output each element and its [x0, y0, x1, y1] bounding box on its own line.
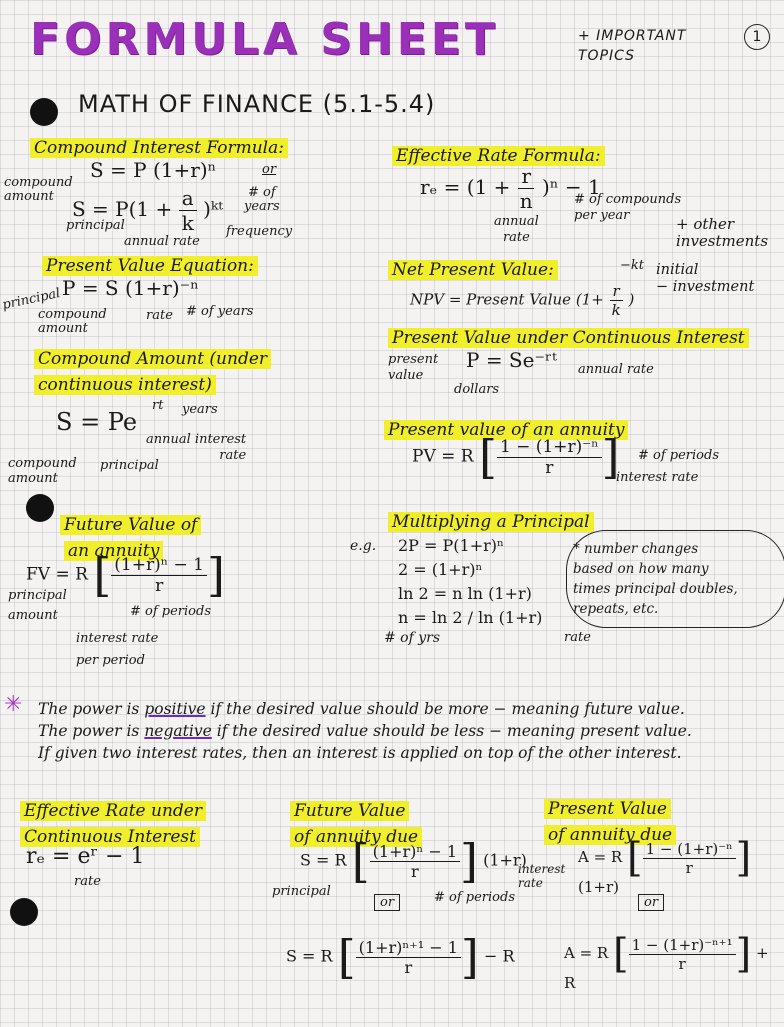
continuous-compound-heading: Compound Amount (under continuous interest) — [34, 346, 271, 398]
binder-hole-icon — [26, 494, 54, 522]
fv-due-formula: S = R [ $\frac{\text{(1+r)ⁿ − 1}}{r}$ ] (1+r) — [300, 834, 527, 888]
continuous-exponent: rt — [152, 398, 164, 413]
page-subtitle: MATH OF FINANCE (5.1-5.4) — [78, 90, 436, 118]
eg-label: e.g. — [350, 538, 377, 554]
fv-annuity-rate-label: interest rate per period — [76, 631, 159, 668]
pv-principal-label: principal — [1, 286, 62, 313]
pv-continuous-formula: P = Se⁻ʳᵗ — [466, 348, 557, 372]
multiply-rate-label: rate — [564, 630, 591, 645]
npv-formula: NPV = Present Value (1+ $\frac{r}{k}$ ) — [410, 282, 635, 319]
pv-annuity-periods-label: # of periods — [638, 448, 720, 463]
effective-rate-formula: rₑ = (1 + $\frac{r}{n}$ )ⁿ − 1 — [420, 164, 601, 213]
compounds-per-year-label: # of compounds per year — [574, 192, 682, 223]
note-positive: The power is positive if the desired value should be more − meaning future value. — [38, 700, 685, 718]
continuous-principal-label: principal — [100, 458, 159, 473]
binder-hole-icon — [10, 898, 38, 926]
note-negative: The power is negative if the desired value should be less − meaning present value. — [38, 722, 692, 740]
compound-amount-label: compound amount — [4, 175, 73, 204]
fv-due-principal-label: principal — [272, 884, 331, 899]
continuous-years-label: years — [182, 402, 218, 417]
fv-due-alt-formula: S = R [ $\frac{\text{(1+r)ⁿ⁺¹ − 1}}{r}$ ] − R — [286, 930, 515, 984]
fv-annuity-formula: FV = R [ $\frac{\text{(1+r)ⁿ − 1}}{r}$ ] — [26, 548, 225, 602]
fv-annuity-principal-label: principal amount — [8, 588, 67, 623]
years-count-label: # of yrs — [384, 630, 441, 646]
pv-continuous-present-label: present value — [388, 352, 439, 383]
continuous-compound-formula: S = Pe — [56, 408, 138, 436]
fv-annuity-heading: Future Value of an annuity — [60, 512, 201, 564]
pv-rate-label: rate — [146, 308, 173, 323]
effective-continuous-rate-label: rate — [74, 874, 101, 889]
or-label: or — [262, 162, 277, 177]
fv-annuity-periods-label: # of periods — [130, 604, 212, 619]
important-topics-note: + IMPORTANT TOPICS — [578, 28, 687, 64]
pv-due-or-label: or — [638, 894, 664, 911]
pv-due-formula: A = R [ $\frac{\text{1 − (1+r)⁻ⁿ}}{r}$ ] (1+r) — [578, 835, 752, 896]
effective-rate-heading: Effective Rate Formula: — [392, 146, 605, 166]
step-4: n = ln 2 / ln (1+r) — [398, 608, 543, 627]
fv-due-or-label: or — [374, 894, 400, 911]
years-label: # of years — [244, 185, 280, 214]
continuous-compound-amount-label: compound amount — [8, 456, 77, 486]
pv-years-label: # of years — [186, 304, 254, 319]
step-3: ln 2 = n ln (1+r) — [398, 584, 532, 603]
step-2: 2 = (1+r)ⁿ — [398, 560, 483, 579]
multiplying-principal-steps — [398, 534, 542, 630]
page-number: 1 — [744, 24, 770, 50]
fv-due-heading: Future Value of annuity due — [290, 798, 422, 850]
pv-continuous-heading: Present Value under Continuous Interest — [388, 328, 749, 348]
effective-continuous-heading: Effective Rate under Continuous Interest — [20, 798, 206, 850]
compound-interest-heading: Compound Interest Formula: — [30, 138, 288, 158]
annual-rate-label: annual rate — [124, 234, 200, 249]
doubling-note-cloud: * number changes based on how many times principal doubles, repeats, etc. — [566, 530, 784, 628]
pv-continuous-annual-rate-label: annual rate — [578, 362, 654, 377]
initial-investment-label: initial − investment — [656, 262, 755, 295]
effective-continuous-formula: rₑ = eʳ − 1 — [26, 844, 145, 869]
power-notes — [38, 698, 778, 764]
page-title: FORMULA SHEET — [30, 14, 499, 65]
principal-label: principal — [66, 218, 125, 233]
continuous-annual-interest-label: annual interest rate — [146, 432, 247, 463]
pv-due-alt-formula: A = R [ $\frac{\text{1 − (1+r)⁻ⁿ⁺¹}}{r}$ ] + R — [564, 931, 769, 992]
pv-compound-amount-label: compound amount — [38, 307, 107, 336]
pv-annuity-formula: PV = R [ $\frac{\text{1 − (1+r)⁻ⁿ}}{r}$ ] — [412, 430, 620, 484]
fv-due-interest-label: interest rate — [518, 862, 566, 890]
other-investments-label: + other investments — [676, 215, 769, 250]
npv-heading: Net Present Value: — [388, 260, 558, 280]
note-two-rates: If given two interest rates, then an interest is applied on top of the other interest. — [38, 744, 682, 762]
step-1: 2P = P(1+r)ⁿ — [398, 536, 504, 555]
npv-exponent: −kt — [620, 258, 644, 273]
dollars-label: dollars — [454, 382, 500, 397]
effective-annual-rate-label: annual rate — [494, 214, 539, 245]
present-value-heading: Present Value Equation: — [42, 256, 258, 276]
compound-interest-formula: S = P (1+r)ⁿ — [90, 158, 217, 182]
compound-interest-formula-alt: S = P(1 + $\frac{a}{k}$ )ᵏᵗ — [72, 186, 224, 235]
present-value-formula: P = S (1+r)⁻ⁿ — [62, 276, 199, 300]
fv-due-periods-label: # of periods — [434, 890, 516, 905]
pv-annuity-heading: Present value of an annuity — [384, 420, 628, 440]
star-icon: ✳ — [4, 692, 23, 717]
pv-annuity-rate-label: interest rate — [616, 470, 699, 485]
pv-due-heading: Present Value of annuity due — [544, 796, 676, 848]
multiplying-principal-heading: Multiplying a Principal — [388, 512, 594, 532]
frequency-label: frequency — [226, 224, 293, 239]
binder-hole-icon — [30, 98, 58, 126]
